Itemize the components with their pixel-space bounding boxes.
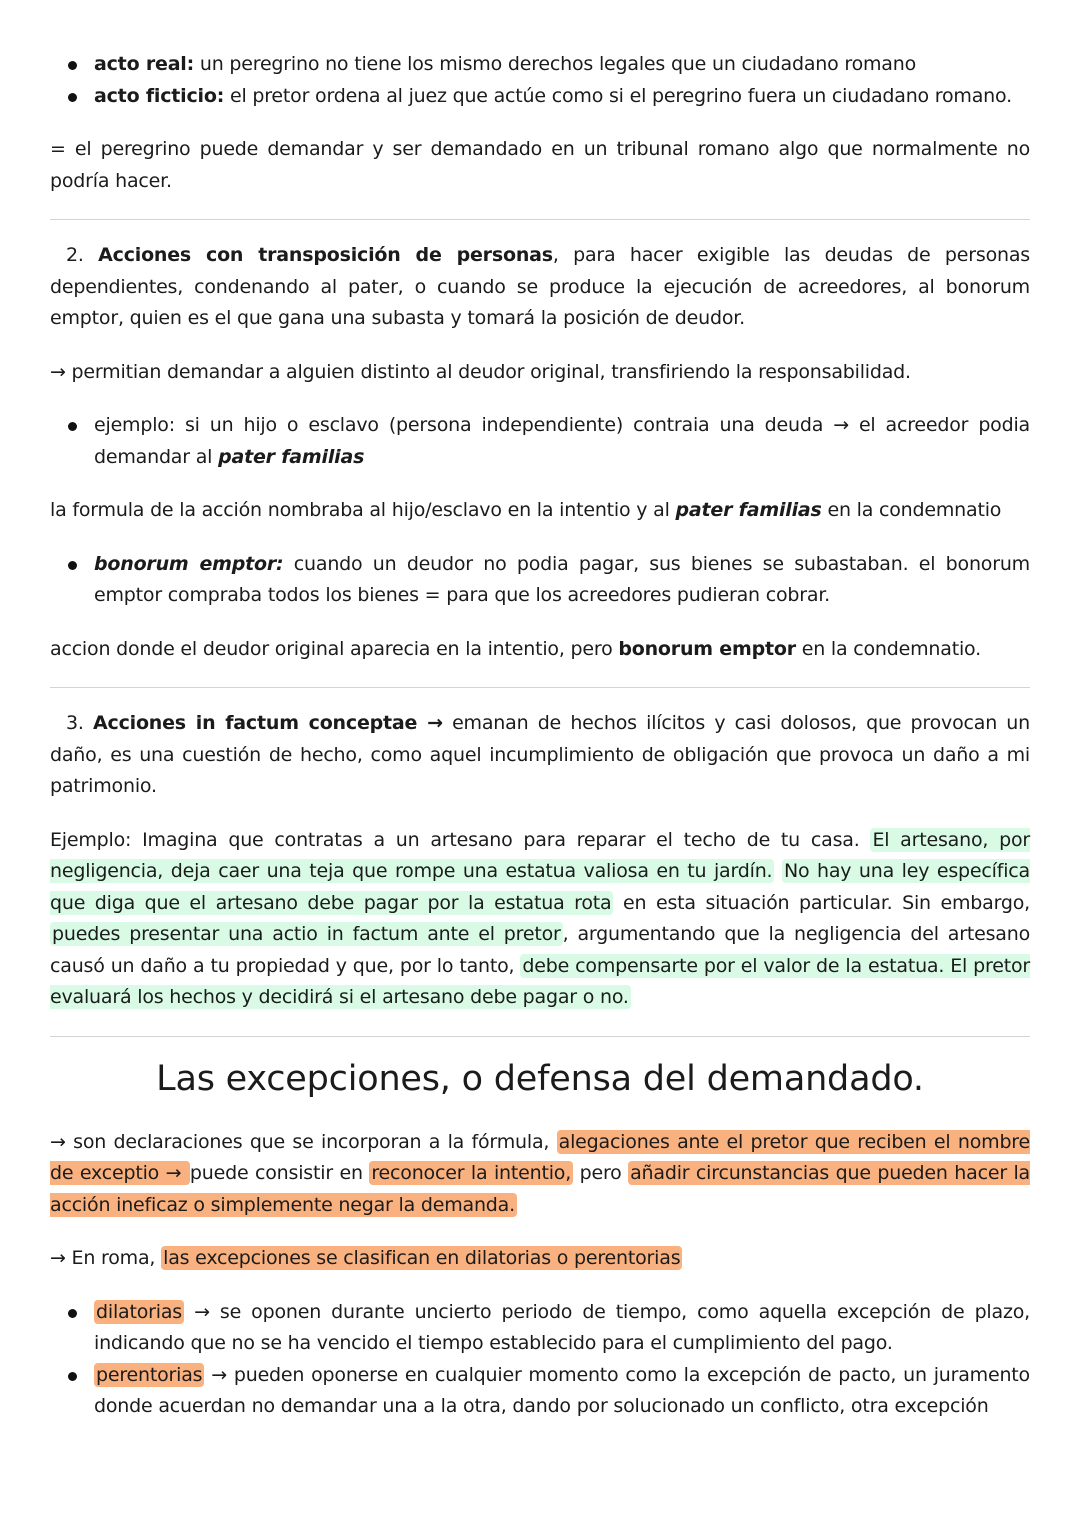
bullet-list	[50, 549, 1030, 612]
highlight-green: puedes presentar una actio in factum ante el pretor	[52, 923, 561, 945]
text-run: un peregrino no tiene los mismo derechos legales que un ciudadano romano	[194, 53, 917, 75]
text-run: accion donde el deudor original aparecia en la intentio, pero	[50, 637, 619, 660]
highlight-green: El artesano, por negligencia, deja caer una teja que rompe una estatua valiosa en tu jardín.	[50, 828, 1030, 882]
text-run: el pretor ordena al juez que actúe como si el peregrino fuera un ciudadano romano.	[224, 84, 1012, 107]
paragraph	[50, 1127, 1030, 1222]
numbered-paragraph	[50, 708, 1030, 803]
paragraph	[50, 495, 1030, 527]
text-run: , para hacer exigible las deudas de personas dependientes, condenando al pater, o cuando se produce la ejecución de acreedores, al bonorum emptor, quien es el que gana una subasta y tomará la posición de deudor.	[50, 244, 1030, 329]
bullet-list	[50, 49, 1030, 112]
text-run: → permitian demandar a alguien distinto al deudor original, transfiriendo la responsabilidad.	[50, 360, 911, 383]
paragraph	[50, 357, 1030, 389]
bullet-item	[94, 410, 1030, 473]
emphasis-text: acto real:	[94, 53, 195, 75]
highlight-orange: alegaciones ante el pretor que reciben el nombre de exceptio →	[50, 1130, 1030, 1184]
text-run: Ejemplo: Imagina que contratas a un artesano para reparar el techo de tu casa.	[50, 828, 871, 851]
bullet-list	[50, 1297, 1030, 1423]
text-run	[774, 860, 782, 882]
highlight-orange: añadir circunstancias que pueden hacer la acción ineficaz o simplemente negar la demanda.	[50, 1162, 1030, 1216]
section-divider	[50, 687, 1030, 688]
section-heading: Las excepciones, o defensa del demandado.	[156, 1058, 924, 1099]
emphasis-text: acto ficticio:	[94, 84, 225, 107]
paragraph	[50, 134, 1030, 197]
emphasis-text: pater familias	[675, 499, 822, 521]
text-run: 3.	[66, 712, 93, 734]
emphasis-text: bonorum emptor	[618, 637, 796, 660]
text-run: en la condemnatio.	[795, 637, 981, 660]
document-page	[50, 49, 1030, 1445]
highlight-green: No hay una ley específica que diga que el artesano debe pagar por la estatua rota	[50, 860, 1030, 914]
bullet-item	[94, 549, 1030, 612]
text-run: ejemplo: si un hijo o esclavo (persona independiente) contraia una deuda → el acreedor podia demandar al	[94, 414, 1030, 468]
bullet-item	[94, 49, 1030, 81]
text-run: cuando un deudor no podia pagar, sus bienes se subastaban. el bonorum emptor compraba todos los bienes = para que los acreedores pudieran cobrar.	[94, 552, 1030, 606]
text-run: = el peregrino puede demandar y ser demandado en un tribunal romano algo que normalmente no podría hacer.	[50, 138, 1030, 192]
paragraph	[50, 1243, 1030, 1275]
emphasis-text: Acciones in factum conceptae →	[93, 712, 443, 734]
highlight-orange: reconocer la intentio,	[371, 1162, 572, 1184]
section-divider	[50, 1036, 1030, 1037]
paragraph	[50, 825, 1030, 1014]
text-run: → son declaraciones que se incorporan a la fórmula,	[50, 1130, 557, 1153]
bullet-item	[94, 1360, 1030, 1423]
numbered-paragraph	[50, 240, 1030, 335]
text-run: en la condemnatio	[821, 499, 1002, 521]
bullet-item	[94, 81, 1030, 113]
highlight-orange: dilatorias	[96, 1300, 182, 1323]
text-run: la formula de la acción nombraba al hijo/esclavo en la intentio y al	[50, 499, 676, 521]
text-run: puede consistir en	[189, 1162, 370, 1184]
highlight-green: debe compensarte por el valor de la estatua. El pretor evaluará los hechos y decidirá si el artesano debe pagar o no.	[50, 954, 1031, 1008]
text-run: emanan de hechos ilícitos y casi dolosos, que provocan un daño, es una cuestión de hecho, como aquel incumplimiento de obligación que provoca un daño a mi patrimonio.	[50, 712, 1030, 797]
emphasis-text: Acciones con transposición de personas	[98, 244, 553, 266]
text-run: → En roma,	[50, 1247, 162, 1269]
text-run: → pueden oponerse en cualquier momento como la excepción de pacto, un juramento donde acuerdan no demandar una a la otra, dando por solucionado un conflicto, otra excepción	[94, 1363, 1030, 1417]
text-run: 2.	[66, 244, 99, 266]
section-divider	[50, 219, 1030, 220]
text-run: en esta situación particular. Sin embargo,	[613, 891, 1031, 914]
emphasis-text: pater familias	[218, 445, 365, 468]
highlight-orange: las excepciones se clasifican en dilatorias o perentorias	[163, 1247, 681, 1269]
highlight-orange: perentorias	[96, 1363, 203, 1386]
text-run: pero	[573, 1162, 629, 1184]
text-run: , argumentando que la negligencia del artesano causó un daño a tu propiedad y que, por lo tanto,	[50, 923, 1031, 977]
paragraph	[50, 634, 1030, 666]
text-run: → se oponen durante uncierto periodo de tiempo, como aquella excepción de plazo, indicando que no se ha vencido el tiempo establecido para el cumplimiento del pago.	[94, 1300, 1030, 1354]
bullet-item	[94, 1297, 1030, 1360]
emphasis-text: bonorum emptor:	[94, 552, 284, 575]
bullet-list	[50, 410, 1030, 473]
